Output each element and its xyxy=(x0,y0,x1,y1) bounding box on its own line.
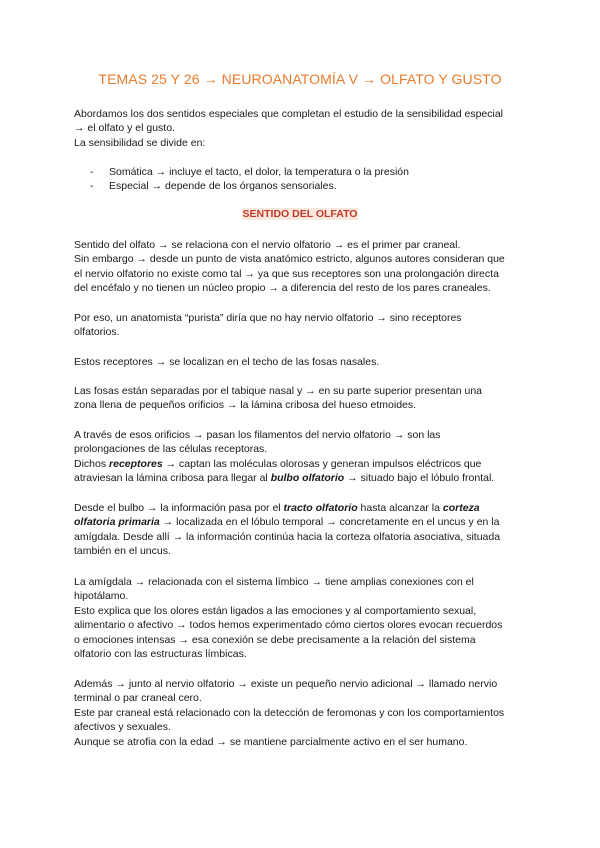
text-line: La amígdala → relacionada con el sistema límbico → tiene amplias conexiones con el xyxy=(74,576,474,588)
text-run: atraviesan la lámina cribosa para llegar al xyxy=(74,472,271,485)
text-run: Desde el bulbo → la información pasa por el xyxy=(74,502,284,514)
emphasis-corteza: corteza xyxy=(442,502,480,514)
text-line xyxy=(74,515,528,529)
emphasis-bulbo-olfatorio: bulbo olfatorio xyxy=(270,472,345,485)
text-line: amígdala. Desde allí → la información continúa hacia la corteza olfatoria asociativa, situada xyxy=(74,530,501,543)
text-line: → el olfato y el gusto. xyxy=(74,122,175,135)
list-bullet: - xyxy=(90,180,94,193)
text-line: Las fosas están separadas por el tabique nasal y → en su parte superior presentan una xyxy=(74,385,483,397)
text-line: A través de esos orificios → pasan los filamentos del nervio olfatorio → son las xyxy=(74,429,441,441)
paragraph-olfato-intro xyxy=(74,238,528,296)
list-item-text: Somática → incluye el tacto, el dolor, la temperatura o la presión xyxy=(109,166,409,178)
text-line xyxy=(74,501,528,515)
text-line xyxy=(74,457,528,471)
section-heading-text: SENTIDO DEL OLFATO xyxy=(242,208,358,220)
text-line: Este par craneal está relacionado con la detección de feromonas y con los comportamientos xyxy=(74,706,505,719)
emphasis-receptores: receptores xyxy=(109,457,163,470)
text-run: Dichos xyxy=(74,457,110,470)
intro-paragraph xyxy=(74,107,528,150)
list-item-text: Especial → depende de los órganos sensoriales. xyxy=(109,180,337,193)
text-line: también en el uncus. xyxy=(74,545,171,558)
list-item xyxy=(74,165,528,179)
paragraph-fosas xyxy=(74,384,528,413)
paragraph-nervio-terminal xyxy=(74,677,528,749)
emphasis-olfatoria-primaria: olfatoria primaria xyxy=(74,516,160,529)
text-line: Sentido del olfato → se relaciona con el nervio olfatorio → es el primer par craneal. xyxy=(74,239,461,251)
text-line: hipotálamo. xyxy=(74,590,129,603)
text-line: olfatorios. xyxy=(74,326,120,339)
text-line: alimentario o afectivo → todos hemos experimentado cómo ciertos olores evocan recuerdos xyxy=(74,619,503,632)
section-heading xyxy=(0,207,600,221)
text-line: el nervio olfatorio no existe como tal → ya que sus receptores son una prolongación directa xyxy=(74,267,499,280)
text-line: olfatorio con las estructuras límbicas. xyxy=(74,648,247,661)
text-line: terminal o par craneal cero. xyxy=(74,692,202,705)
list-item xyxy=(74,179,528,193)
text-line: del encéfalo y no tienen un núcleo propio → a diferencia del resto de los pares craneales. xyxy=(74,282,491,295)
text-run: hasta alcanzar la xyxy=(357,502,443,514)
text-line: prolongaciones de las células receptoras. xyxy=(74,443,268,456)
text-run: → localizada en el lóbulo temporal → concretamente en el uncus y en la xyxy=(159,516,500,529)
text-line: Abordamos los dos sentidos especiales que completan el estudio de la sensibilidad especial xyxy=(74,108,504,120)
emphasis-tracto-olfatorio: tracto olfatorio xyxy=(283,502,358,514)
text-line: zona llena de pequeños orificios → la lámina cribosa del hueso etmoides. xyxy=(74,399,417,412)
text-line: Aunque se atrofia con la edad → se mantiene parcialmente activo en el ser humano. xyxy=(74,735,468,748)
text-line: o emociones intensas → esa conexión se debe precisamente a la relación del sistema xyxy=(74,633,476,646)
paragraph-receptores xyxy=(74,355,528,369)
text-run: → situado bajo el lóbulo frontal. xyxy=(344,472,495,485)
text-run: → captan las moléculas olorosas y generan impulsos eléctricos que xyxy=(162,457,482,470)
paragraph-orificios xyxy=(74,428,528,486)
list-bullet: - xyxy=(90,166,94,178)
text-line: Además → junto al nervio olfatorio → existe un pequeño nervio adicional → llamado nervio xyxy=(74,678,498,690)
paragraph-purista xyxy=(74,311,528,340)
text-line: Por eso, un anatomista “purista” diría que no hay nervio olfatorio → sino receptores xyxy=(74,312,462,324)
text-line: Sin embargo → desde un punto de vista anatómico estricto, algunos autores consideran que xyxy=(74,253,505,266)
document-title: TEMAS 25 Y 26 → NEUROANATOMÍA V → OLFATO Y GUSTO xyxy=(98,71,502,87)
text-line: Estos receptores → se localizan en el techo de las fosas nasales. xyxy=(74,356,380,368)
text-line: afectivos y sexuales. xyxy=(74,721,171,734)
paragraph-amigdala xyxy=(74,575,528,661)
text-line: La sensibilidad se divide en: xyxy=(74,136,206,149)
text-line: Esto explica que los olores están ligados a las emociones y al comportamiento sexual, xyxy=(74,604,477,617)
text-line xyxy=(74,471,528,485)
sensibility-list xyxy=(74,165,528,194)
paragraph-bulbo xyxy=(74,501,528,559)
